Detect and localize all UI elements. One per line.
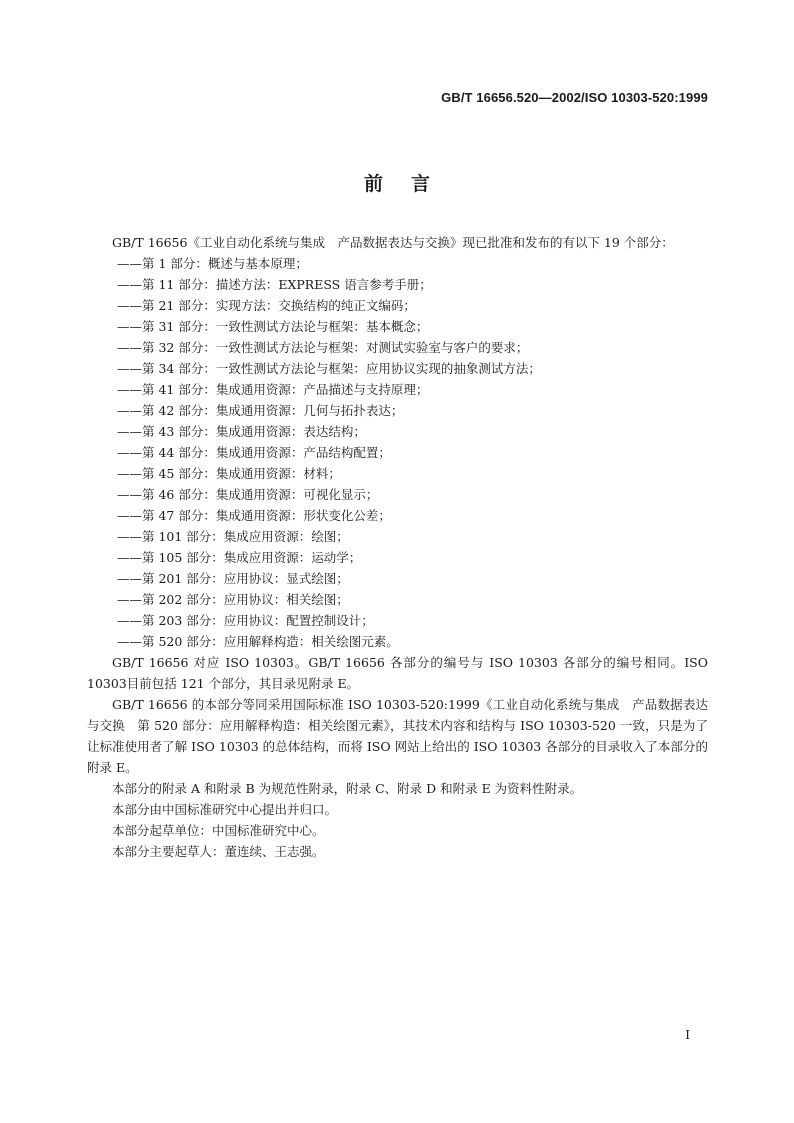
annex-paragraph: 本部分的附录 A 和附录 B 为规范性附录，附录 C、附录 D 和附录 E 为资料性附录。 xyxy=(112,781,583,796)
list-item: ——第 41 部分：集成通用资源：产品描述与支持原理； xyxy=(117,382,429,397)
intro-paragraph: GB/T 16656《工业自动化系统与集成 产品数据表达与交换》现已批准和发布的有以下 19 个部分： xyxy=(112,235,674,250)
list-item: ——第 45 部分：集成通用资源：材料； xyxy=(117,466,341,481)
list-item: ——第 47 部分：集成通用资源：形状变化公差； xyxy=(117,508,391,523)
list-item: ——第 31 部分：一致性测试方法论与框架：基本概念； xyxy=(117,319,429,334)
list-item: ——第 11 部分：描述方法：EXPRESS 语言参考手册； xyxy=(117,277,432,292)
drafting-unit-paragraph: 本部分起草单位：中国标准研究中心。 xyxy=(112,823,325,838)
parts-list xyxy=(87,253,708,652)
proposer-paragraph: 本部分由中国标准研究中心提出并归口。 xyxy=(112,802,338,817)
list-item: ——第 520 部分：应用解释构造：相关绘图元素。 xyxy=(117,634,399,649)
list-item: ——第 202 部分：应用协议：相关绘图； xyxy=(117,592,349,607)
drafters-paragraph: 本部分主要起草人：董连续、王志强。 xyxy=(112,844,325,859)
correspondence-paragraph: GB/T 16656 对应 ISO 10303。GB/T 16656 各部分的编号与 ISO 10303 各部分的编号相同。ISO 10303目前包括 121 个部分，其目录见附录 E。 xyxy=(87,655,708,691)
list-item: ——第 21 部分：实现方法：交换结构的纯正文编码； xyxy=(117,298,416,313)
document-body xyxy=(87,232,708,862)
list-item: ——第 32 部分：一致性测试方法论与框架：对测试实验室与客户的要求； xyxy=(117,340,529,355)
page-number: I xyxy=(685,1028,690,1042)
list-item: ——第 44 部分：集成通用资源：产品结构配置； xyxy=(117,445,391,460)
list-item: ——第 42 部分：集成通用资源：几何与拓扑表达； xyxy=(117,403,404,418)
standard-code: GB/T 16656.520—2002/ISO 10303-520:1999 xyxy=(441,90,708,105)
adoption-paragraph: GB/T 16656 的本部分等同采用国际标准 ISO 10303-520:1999《工业自动化系统与集成 产品数据表达与交换 第 520 部分：应用解释构造：相关绘图元素》，其技术内容和结构与 ISO 10303-520 一致，只是为了让标准使用者了解 ISO 10303 的总体结构，而将 ISO 网站上给出的 ISO 10303 各部分的目录收入了本部分的附录 E。 xyxy=(87,697,708,775)
list-item: ——第 105 部分：集成应用资源：运动学； xyxy=(117,550,362,565)
page-title: 前言 xyxy=(363,173,458,195)
list-item: ——第 201 部分：应用协议：显式绘图； xyxy=(117,571,349,586)
list-item: ——第 43 部分：集成通用资源：表达结构； xyxy=(117,424,366,439)
list-item: ——第 34 部分：一致性测试方法论与框架：应用协议实现的抽象测试方法； xyxy=(117,361,541,376)
list-item: ——第 203 部分：应用协议：配置控制设计； xyxy=(117,613,374,628)
list-item: ——第 1 部分：概述与基本原理； xyxy=(117,256,308,271)
list-item: ——第 101 部分：集成应用资源：绘图； xyxy=(117,529,349,544)
list-item: ——第 46 部分：集成通用资源：可视化显示； xyxy=(117,487,379,502)
